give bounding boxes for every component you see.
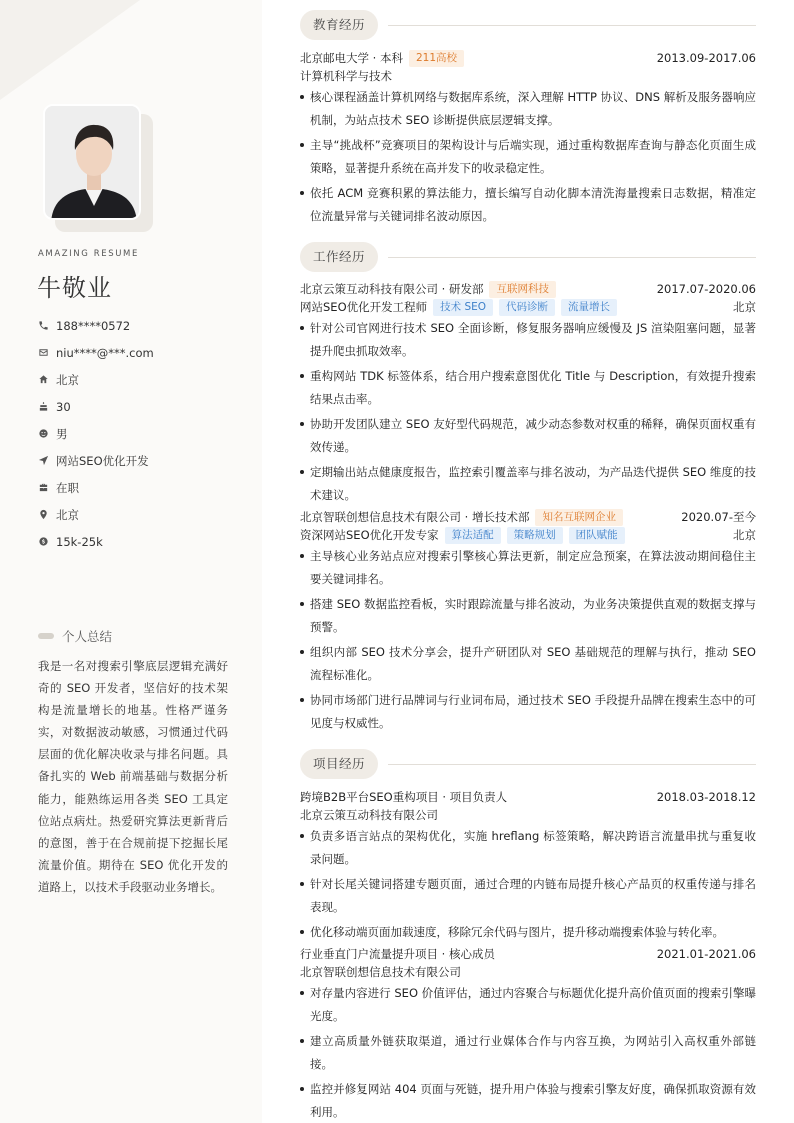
bullet-list — [300, 825, 756, 944]
contact-info-list — [38, 312, 248, 555]
industry-tag-badge: 知名互联网企业 — [535, 509, 623, 526]
entry-header — [300, 280, 756, 298]
bullet-item: 协助开发团队建立 SEO 友好型代码规范，减少动态参数对权重的稀释，确保页面权重有效传递。 — [300, 413, 756, 458]
skill-tag-badge: 策略规划 — [507, 527, 563, 544]
industry-tag-badge: 互联网科技 — [489, 281, 556, 298]
bullet-item: 重构网站 TDK 标签体系，结合用户搜索意图优化 Title 与 Description，有效提升搜索结果点击率。 — [300, 365, 756, 410]
info-age — [38, 393, 248, 420]
bullet-item: 主导核心业务站点应对搜索引擎核心算法更新，制定应急预案，在算法波动期间稳住主要关键词排名。 — [300, 545, 756, 590]
section-divider — [388, 764, 756, 765]
bullet-item: 对存量内容进行 SEO 价值评估，通过内容聚合与标题优化提升高价值页面的搜索引擎曝光度。 — [300, 982, 756, 1027]
entry-date: 2021.01-2021.06 — [656, 947, 756, 961]
position: 资深网站SEO优化开发专家 — [300, 528, 439, 542]
skill-tag-badge: 技术 SEO — [433, 299, 493, 316]
info-location — [38, 501, 248, 528]
section-title: 项目经历 — [300, 749, 378, 779]
entry-subheader — [300, 298, 756, 316]
entry-header — [300, 788, 756, 806]
info-status — [38, 474, 248, 501]
cake-icon — [38, 401, 56, 412]
home-icon — [38, 374, 56, 385]
bullet-item: 建立高质量外链获取渠道，通过行业媒体合作与内容互换，为网站引入高权重外部链接。 — [300, 1030, 756, 1075]
section-title: 教育经历 — [300, 10, 378, 40]
candidate-name: 牛敬业 — [37, 274, 112, 302]
gender-icon — [38, 428, 56, 439]
school-name: 北京邮电大学 · 本科 — [300, 51, 403, 65]
entry-date: 2017.07-2020.06 — [656, 282, 756, 296]
school-tag-badge: 211高校 — [409, 50, 464, 67]
info-email — [38, 339, 248, 366]
entry-date: 2018.03-2018.12 — [656, 790, 756, 804]
entry-subheader — [300, 806, 756, 824]
info-value: 男 — [56, 426, 68, 441]
info-value: 在职 — [56, 480, 79, 495]
skill-tag-badge: 算法适配 — [445, 527, 501, 544]
summary-heading — [38, 627, 112, 645]
bullet-item: 核心课程涵盖计算机网络与数据库系统，深入理解 HTTP 协议、DNS 解析及服务器响应机制，为站点技术 SEO 诊断提供底层逻辑支撑。 — [300, 86, 756, 131]
skill-tag-badge: 团队赋能 — [569, 527, 625, 544]
project-company: 北京智联创想信息技术有限公司 — [300, 965, 461, 979]
section-header-education — [300, 10, 756, 40]
info-salary — [38, 528, 248, 555]
work-entry — [300, 508, 756, 737]
section-header-work — [300, 242, 756, 272]
briefcase-icon — [38, 482, 56, 493]
entry-date: 2013.09-2017.06 — [656, 51, 756, 65]
salary-icon — [38, 536, 56, 547]
position: 网站SEO优化开发工程师 — [300, 300, 428, 314]
entry-header — [300, 508, 756, 526]
location-icon — [38, 509, 56, 520]
bullet-item: 负责多语言站点的架构优化，实施 hreflang 标签策略，解决跨语言流量串扰与重复收录问题。 — [300, 825, 756, 870]
mail-icon — [38, 347, 56, 358]
summary-title: 个人总结 — [62, 629, 113, 644]
bullet-list — [300, 982, 756, 1123]
entry-subheader — [300, 526, 756, 544]
bullet-item: 监控并修复网站 404 页面与死链，提升用户体验与搜索引擎友好度，确保抓取资源有效利用。 — [300, 1078, 756, 1123]
portrait-image — [45, 106, 141, 220]
project-company: 北京云策互动科技有限公司 — [300, 808, 438, 822]
company-name: 北京智联创想信息技术有限公司 · 增长技术部 — [300, 510, 530, 524]
info-value: 188****0572 — [56, 318, 131, 333]
info-target-job — [38, 447, 248, 474]
section-divider — [388, 25, 756, 26]
project-name: 行业垂直门户流量提升项目 · 核心成员 — [300, 947, 495, 961]
bullet-list — [300, 545, 756, 734]
entry-subheader — [300, 963, 756, 981]
section-header-projects — [300, 749, 756, 779]
project-name: 跨境B2B平台SEO重构项目 · 项目负责人 — [300, 790, 508, 804]
info-gender — [38, 420, 248, 447]
entry-header — [300, 49, 756, 67]
skill-tag-badge: 代码诊断 — [499, 299, 555, 316]
info-value: 30 — [56, 399, 71, 414]
project-entry — [300, 945, 756, 1123]
company-name: 北京云策互动科技有限公司 · 研发部 — [300, 282, 484, 296]
bullet-item: 针对公司官网进行技术 SEO 全面诊断，修复服务器响应缓慢及 JS 渲染阻塞问题，显著提升爬虫抓取效率。 — [300, 317, 756, 362]
education-entry — [300, 49, 756, 230]
bullet-item: 优化移动端页面加载速度，移除冗余代码与图片，提升移动端搜索体验与转化率。 — [300, 921, 756, 944]
work-city: 北京 — [733, 300, 756, 314]
work-city: 北京 — [733, 528, 756, 542]
send-icon — [38, 455, 56, 466]
bullet-item: 针对长尾关键词搭建专题页面，通过合理的内链布局提升核心产品页的权重传递与排名表现。 — [300, 873, 756, 918]
bullet-item: 协同市场部门进行品牌词与行业词布局，通过技术 SEO 手段提升品牌在搜索生态中的可见度与权威性。 — [300, 689, 756, 734]
section-divider — [388, 257, 756, 258]
resume-tagline: AMAZING RESUME — [38, 249, 139, 259]
info-value: 北京 — [56, 507, 79, 522]
phone-icon — [38, 320, 56, 331]
bullet-list — [300, 86, 756, 227]
entry-date: 2020.07-至今 — [681, 510, 756, 524]
info-value: 15k-25k — [56, 534, 103, 549]
bullet-item: 依托 ACM 竞赛积累的算法能力，擅长编写自动化脚本清洗海量搜索日志数据，精准定位流量异常与关键词排名波动原因。 — [300, 182, 756, 227]
summary-text: 我是一名对搜索引擎底层逻辑充满好奇的 SEO 开发者，坚信好的技术架构是流量增长的地基。性格严谨务实，对数据波动敏感，习惯通过代码层面的优化解决收录与排名问题。具备扎实的 Web 前端基础与数据分析能力，能熟练运用各类 SEO 工具定位站点病灶。热爱研究算法更新背后的意图，善于在合规前提下挖掘长尾流量价值。期待在 SEO 优化开发的道路上，以技术手段驱动业务增长。 — [38, 659, 228, 894]
sidebar — [0, 0, 262, 1123]
info-value: 北京 — [56, 372, 79, 387]
skill-tag-badge: 流量增长 — [561, 299, 617, 316]
work-entry — [300, 280, 756, 509]
avatar — [43, 104, 153, 232]
entry-subheader — [300, 67, 756, 85]
heading-marker — [38, 633, 54, 639]
info-phone — [38, 312, 248, 339]
info-value: niu****@***.com — [56, 345, 154, 360]
bullet-list — [300, 317, 756, 506]
bullet-item: 搭建 SEO 数据监控看板，实时跟踪流量与排名波动，为业务决策提供直观的数据支撑与预警。 — [300, 593, 756, 638]
bullet-item: 定期输出站点健康度报告，监控索引覆盖率与排名波动，为产品迭代提供 SEO 维度的技术建议。 — [300, 461, 756, 506]
corner-decoration — [0, 0, 262, 110]
project-entry — [300, 788, 756, 947]
bullet-item: 主导“挑战杯”竞赛项目的架构设计与后端实现，通过重构数据库查询与静态化页面生成策略，显著提升系统在高并发下的收录稳定性。 — [300, 134, 756, 179]
bullet-item: 组织内部 SEO 技术分享会，提升产研团队对 SEO 基础规范的理解与执行，推动 SEO 流程标准化。 — [300, 641, 756, 686]
info-value: 网站SEO优化开发 — [56, 453, 149, 468]
entry-header — [300, 945, 756, 963]
info-hometown — [38, 366, 248, 393]
major: 计算机科学与技术 — [300, 69, 392, 83]
section-title: 工作经历 — [300, 242, 378, 272]
